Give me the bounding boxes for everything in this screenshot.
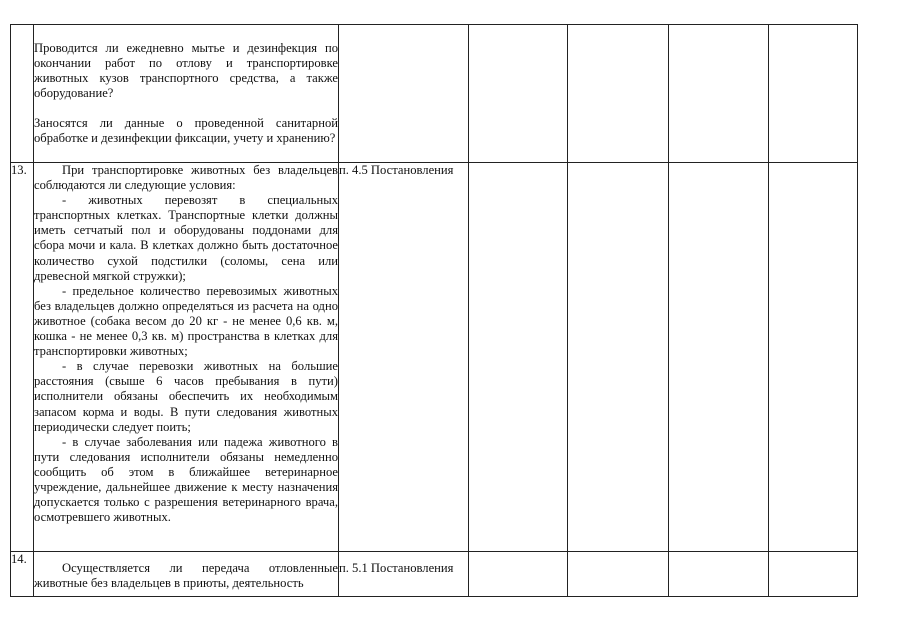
condition-item: - в случае заболевания или падежа животного в пути следования исполнители обязаны немедленно сообщить об этом в ближайшее ветеринарное учреждение, дальнейшее движение к месту назначения допускается только с разрешения ветеринарного врача, осмотревшего животных. <box>34 434 338 525</box>
table-row <box>11 552 858 597</box>
row-number: 13. <box>11 163 34 552</box>
question-cell <box>34 163 339 552</box>
legal-basis-cell: п. 5.1 Постановления <box>339 552 469 597</box>
legal-basis-cell: п. 4.5 Постановления <box>339 163 469 552</box>
empty-cell <box>669 552 769 597</box>
condition-item: - в случае перевозки животных на большие расстояния (свыше 6 часов пребывания в пути) исполнители обязаны обеспечить их необходимым запасом корма и воды. В пути следования животных периодически следует поить; <box>34 359 338 434</box>
table-row <box>11 25 858 163</box>
question-cell <box>34 25 339 163</box>
empty-cell <box>669 25 769 163</box>
question-paragraph: Проводится ли ежедневно мытье и дезинфекция по окончании работ по отлову и транспортировке животных кузов транспортного средства, а также оборудование? <box>34 41 338 101</box>
empty-cell <box>669 163 769 552</box>
empty-cell <box>469 163 568 552</box>
legal-basis-cell <box>339 25 469 163</box>
question-paragraph: Заносятся ли данные о проведенной санитарной обработке и дезинфекции фиксации, учету и хранению? <box>34 116 338 146</box>
empty-cell <box>568 25 669 163</box>
condition-item: - предельное количество перевозимых животных без владельцев должно определяться из расчета на одно животное (собака весом до 20 кг - не менее 0,6 кв. м, кошка - не менее 0,3 кв. м) пространства в клетках для транспортировки животных; <box>34 283 338 359</box>
empty-cell <box>769 552 858 597</box>
question-paragraph: Осуществляется ли передача отловленные животные без владельцев в приюты, деятельность <box>34 561 338 591</box>
condition-item: - животных перевозят в специальных транспортных клетках. Транспортные клетки должны иметь сетчатый пол и оборудованы поддонами для сбора мочи и кала. В клетках должно быть достаточное количество сухой подстилки (соломы, сена или древесной мягкой стружки); <box>34 193 338 283</box>
row-number: 14. <box>11 552 34 597</box>
question-paragraph: При транспортировке животных без владельцев соблюдаются ли следующие условия: <box>34 163 338 193</box>
empty-cell <box>469 25 568 163</box>
empty-cell <box>469 552 568 597</box>
table-row <box>11 163 858 552</box>
empty-cell <box>568 163 669 552</box>
question-cell <box>34 552 339 597</box>
empty-cell <box>769 163 858 552</box>
row-number <box>11 25 34 163</box>
checklist-table <box>10 24 858 597</box>
empty-cell <box>769 25 858 163</box>
empty-cell <box>568 552 669 597</box>
